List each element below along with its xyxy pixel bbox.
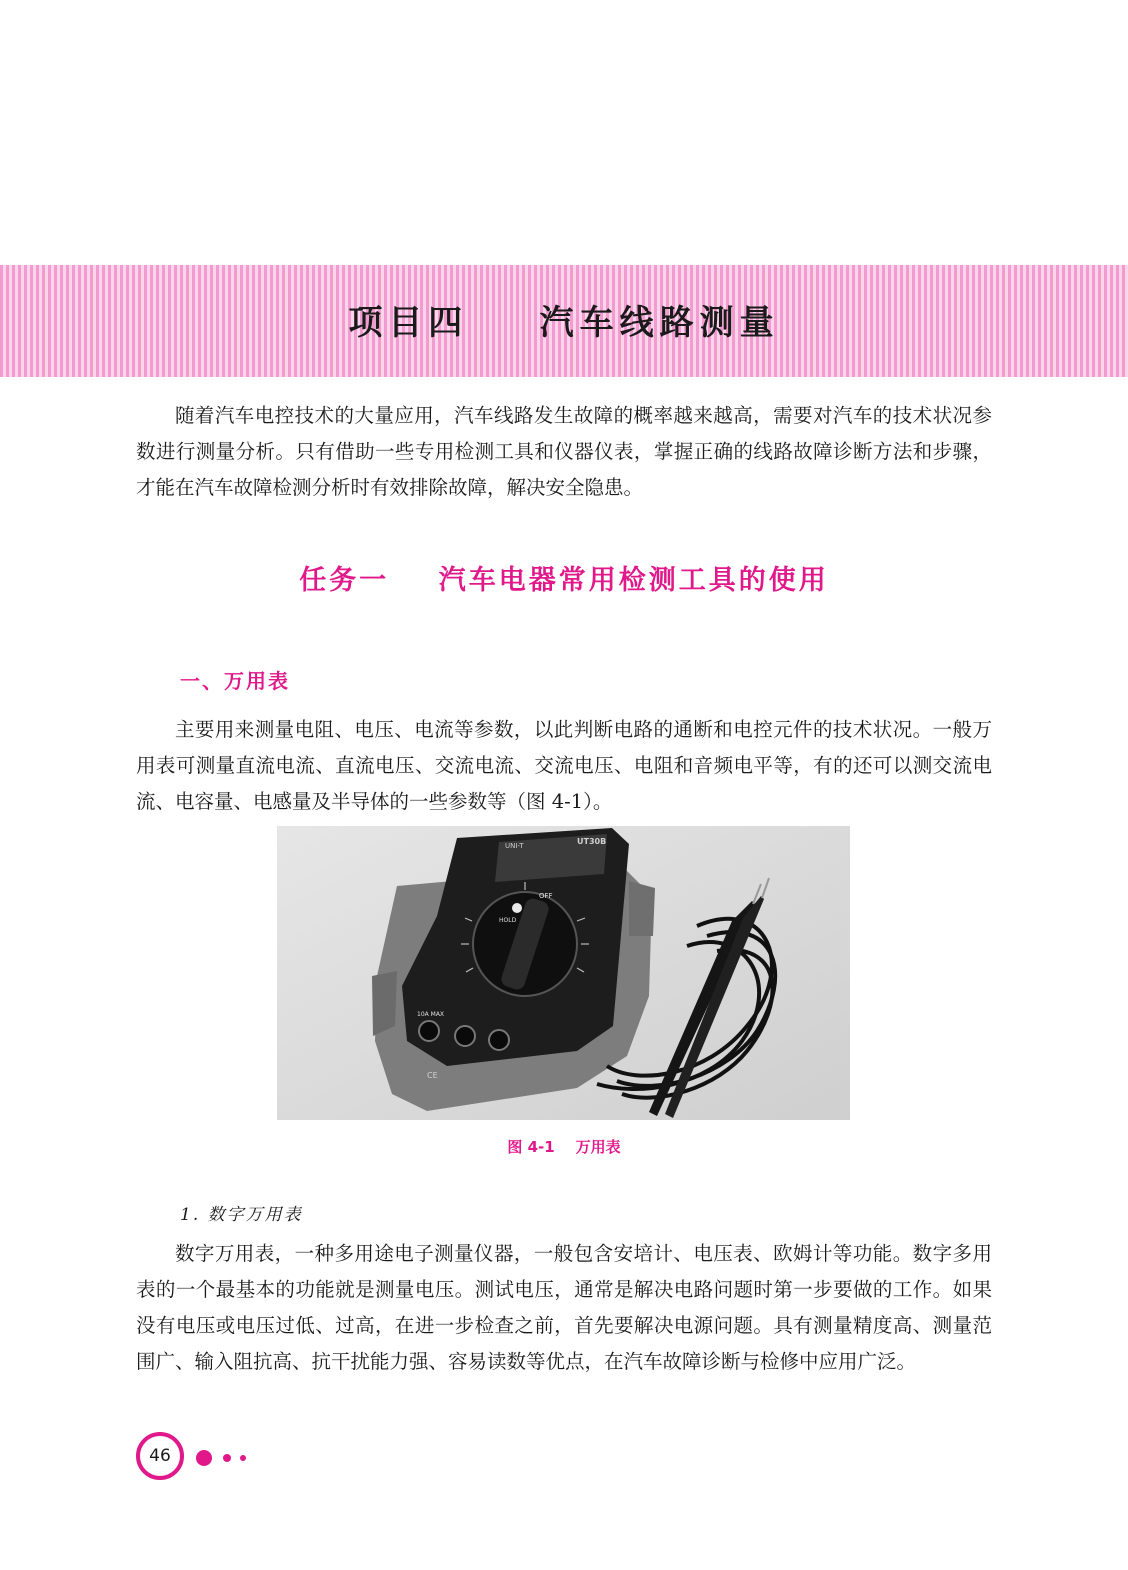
footer-dot-medium (223, 1454, 231, 1462)
footer-dot-large (196, 1450, 212, 1466)
figure-caption: 图 4-1 万用表 (507, 1138, 621, 1156)
multimeter-illustration (277, 826, 850, 1120)
ce-label: CE (427, 1071, 438, 1080)
jack-label: 10A MAX (417, 1011, 445, 1018)
dial-indicator (512, 903, 522, 913)
multimeter-photo (277, 826, 850, 1120)
footer-dot-small (240, 1455, 246, 1461)
subsection1-text: 数字万用表，一种多用途电子测量仪器，一般包含安培计、电压表、欧姆计等功能。数字多用表的一个最基本的功能就是测量电压。测试电压，通常是解决电路问题时第一步要做的工作。如果没有电压或电压过低、过高，在进一步检查之前，首先要解决电源问题。具有测量精度高、测量范围广、输入阻抗高、抗干扰能力强、容易读数等优点，在汽车故障诊断与检修中应用广泛。 (136, 1242, 992, 1373)
jack-vohm (489, 1030, 509, 1050)
section-title-multimeter: 一、万用表 (180, 669, 290, 693)
brand-label: UNI-T (505, 842, 524, 850)
jack-com (455, 1026, 475, 1046)
model-label: UT30B (577, 837, 607, 846)
jack-10a (419, 1021, 439, 1041)
task-title: 任务一 汽车电器常用检测工具的使用 (299, 565, 829, 596)
intro-text: 随着汽车电控技术的大量应用，汽车线路发生故障的概率越来越高，需要对汽车的技术状况参数进行测量分析。只有借助一些专用检测工具和仪器仪表，掌握正确的线路故障诊断方法和步骤，才能在汽车故障检测分析时有效排除故障，解决安全隐患。 (136, 404, 992, 499)
chapter-banner (0, 265, 1128, 377)
chapter-title: 项目四 汽车线路测量 (348, 303, 780, 343)
section1-text: 主要用来测量电阻、电压、电流等参数，以此判断电路的通断和电控元件的技术状况。一般万用表可测量直流电流、直流电压、交流电流、交流电压、电阻和音频电平等，有的还可以测交流电流、电容量、电感量及半导体的一些参数等（图 4-1）。 (136, 718, 992, 813)
off-label: OFF (539, 892, 553, 900)
subsection-title-digital-multimeter: 1. 数字万用表 (180, 1205, 303, 1225)
hold-label: HOLD (499, 917, 517, 924)
subsection1-paragraph (136, 1236, 992, 1380)
section1-paragraph (136, 712, 992, 820)
intro-paragraph (136, 398, 992, 506)
page-number: 46 (136, 1432, 184, 1480)
